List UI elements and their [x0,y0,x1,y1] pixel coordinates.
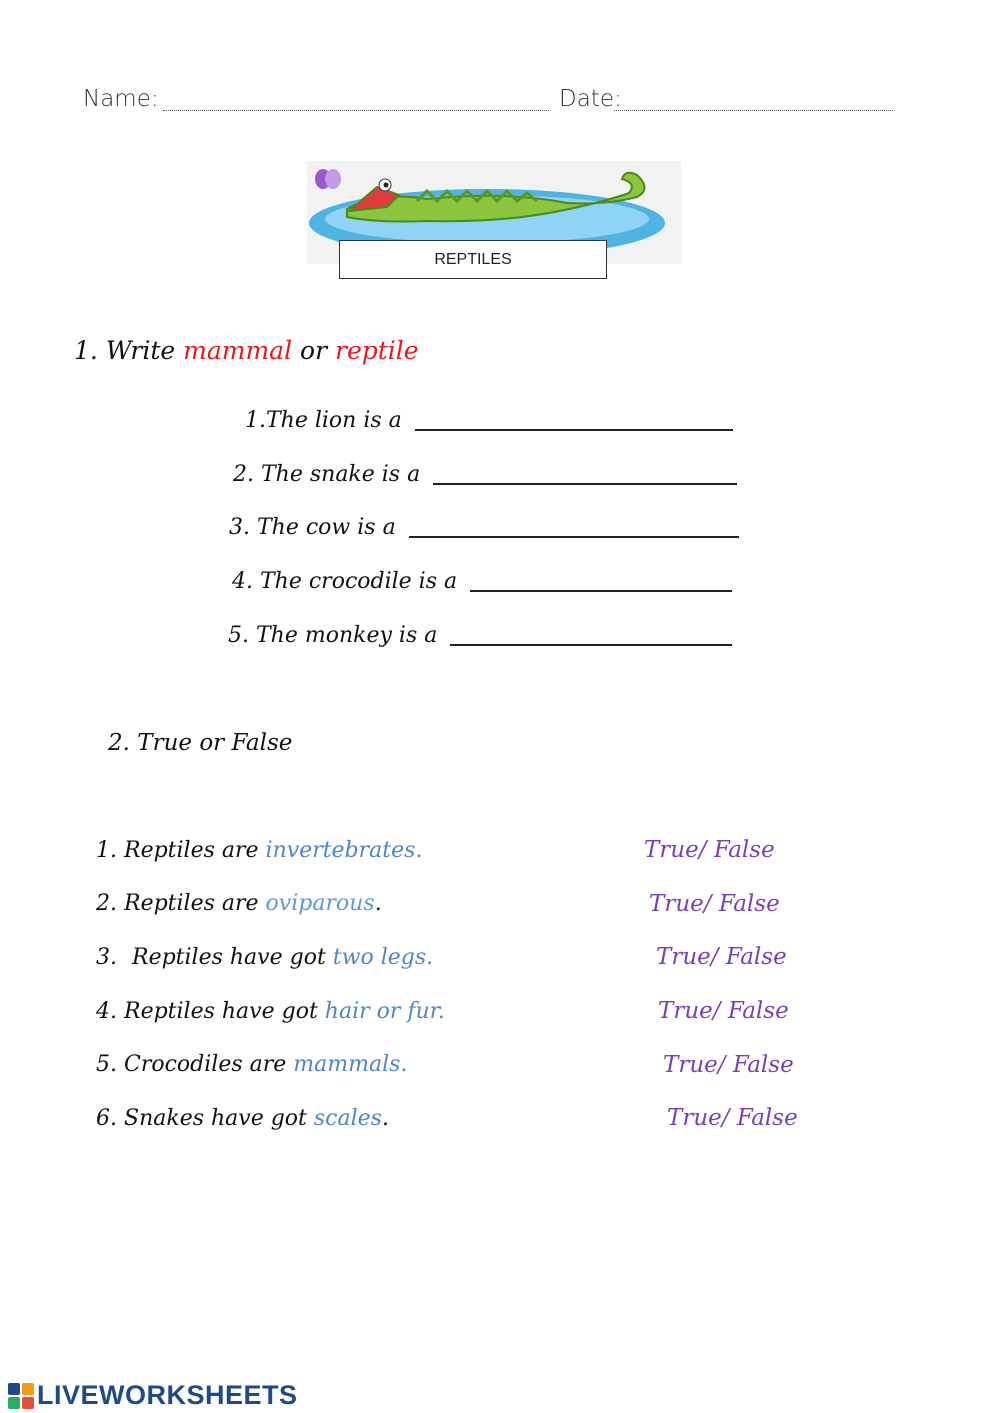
tf-statement [96,1052,407,1077]
section2-title [108,730,292,756]
item-number: 3. [96,945,117,970]
word-reptile: reptile [335,336,419,365]
name-label: Name: [83,86,159,112]
name-field[interactable] [163,110,549,111]
tf-statement [96,1106,389,1131]
item-number: 2. [96,891,117,916]
item-number: 3. [229,515,250,540]
item-text: The monkey is a [256,623,438,648]
liveworksheets-logo [8,1380,298,1411]
tf-statement [96,999,445,1024]
item-number: 6. [96,1106,117,1131]
section2-label: True or False [137,730,293,756]
item-highlight: two legs. [332,945,434,970]
section1-prefix: Write [105,336,176,365]
fill-item [228,623,732,648]
fill-item [245,408,733,433]
item-number: 1. [245,408,266,433]
item-number: 4. [96,999,117,1024]
answer-blank[interactable] [470,590,732,592]
fill-item [233,462,737,487]
item-number: 4. [232,569,253,594]
fill-item [232,569,732,594]
item-number: 2. [233,462,254,487]
fill-item [229,515,739,540]
section1-title [74,336,419,365]
item-text: Reptiles are [124,891,259,916]
answer-blank[interactable] [415,429,733,431]
true-false-choice[interactable]: True/ False [656,944,787,970]
item-text: The snake is a [261,462,421,487]
item-number: 1. [96,838,117,863]
liveworksheets-mark-icon [8,1383,34,1409]
tf-statement [96,945,433,970]
item-highlight: invertebrates. [265,838,423,863]
item-text: The crocodile is a [260,569,458,594]
true-false-choice[interactable]: True/ False [649,891,780,917]
item-highlight: hair or fur. [324,999,445,1024]
item-highlight: mammals. [293,1052,408,1077]
item-number: 5. [96,1052,117,1077]
answer-blank[interactable] [409,536,739,538]
item-text: Snakes have got [124,1106,307,1131]
logo-text: LIVEWORKSHEETS [37,1380,298,1410]
worksheet-title: REPTILES [339,240,607,279]
item-number: 5. [228,623,249,648]
section1-joiner: or [300,336,328,365]
item-text: The cow is a [257,515,396,540]
word-mammal: mammal [183,336,293,365]
section2-number: 2. [108,730,130,756]
true-false-choice[interactable]: True/ False [667,1105,798,1131]
tf-statement [96,891,382,916]
item-text: Reptiles have got [124,999,318,1024]
tf-statement [96,838,422,863]
item-text: Crocodiles are [124,1052,287,1077]
section1-number: 1. [74,336,98,365]
date-field[interactable] [614,110,893,111]
item-highlight: oviparous [265,891,375,916]
item-text: The lion is a [266,408,402,433]
item-tail: . [381,1106,389,1131]
true-false-choice[interactable]: True/ False [663,1052,794,1078]
true-false-choice[interactable]: True/ False [644,837,775,863]
answer-blank[interactable] [433,483,737,485]
item-text: Reptiles have got [132,945,326,970]
item-text: Reptiles are [124,838,259,863]
answer-blank[interactable] [450,644,732,646]
date-label: Date: [559,86,622,112]
true-false-choice[interactable]: True/ False [658,998,789,1024]
item-tail: . [374,891,382,916]
item-highlight: scales [313,1106,382,1131]
